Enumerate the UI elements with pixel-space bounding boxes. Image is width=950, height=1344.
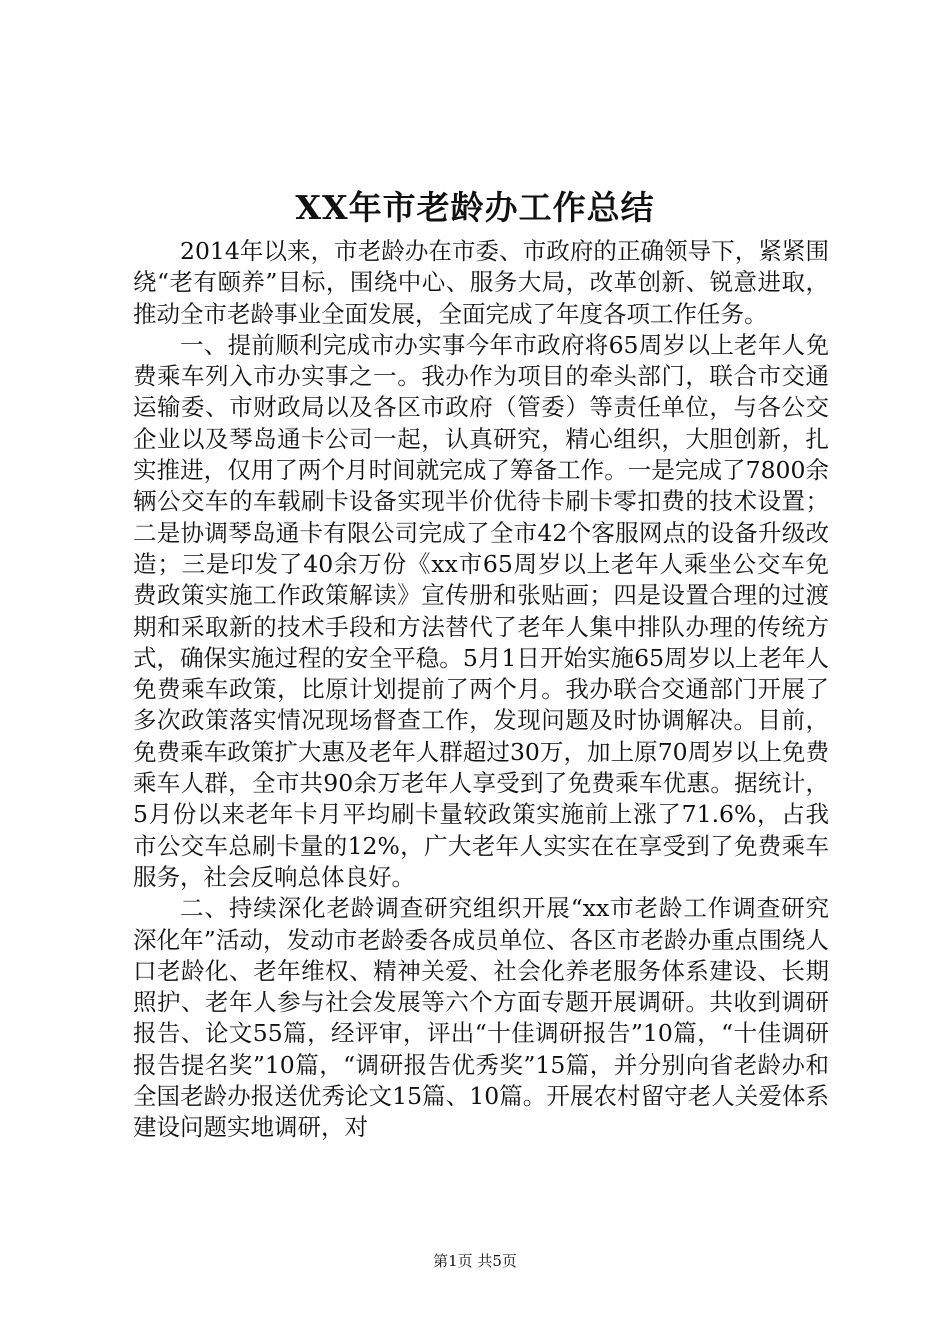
page-footer: 第1页 共5页 xyxy=(433,1252,517,1270)
paragraph-intro: 2014年以来，市老龄办在市委、市政府的正确领导下，紧紧围绕“老有颐养”目标，围绕中心、服务大局，改革创新、锐意进取，推动全市老龄事业全面发展，全面完成了年度各项工作任务。 xyxy=(133,237,829,328)
paragraph-section-2: 二、持续深化老龄调查研究组织开展“xx市老龄工作调查研究深化年”活动，发动市老龄委各成员单位、各区市老龄办重点围绕人口老龄化、老年维权、精神关爱、社会化养老服务体系建设、长期照护、老年人参与社会发展等六个方面专题开展调研。共收到调研报告、论文55篇，经评审，评出“十佳调研报告”10篇，“十佳调研报告提名奖”10篇，“调研报告优秀奖”15篇，并分别向省老龄办和全国老龄办报送优秀论文15篇、10篇。开展农村留守老人关爱体系建设问题实地调研，对 xyxy=(133,894,829,1142)
paragraph-section-1: 一、提前顺利完成市办实事今年市政府将65周岁以上老年人免费乘车列入市办实事之一。我办作为项目的牵头部门，联合市交通运输委、市财政局以及各区市政府（管委）等责任单位，与各公交企业以及琴岛通卡公司一起，认真研究，精心组织，大胆创新，扎实推进，仅用了两个月时间就完成了筹备工作。一是完成了7800余辆公交车的车载刷卡设备实现半价优待卡刷卡零扣费的技术设置；二是协调琴岛通卡有限公司完成了全市42个客服网点的设备升级改造；三是印发了40余万份《xx市65周岁以上老年人乘坐公交车免费政策实施工作政策解读》宣传册和张贴画；四是设置合理的过渡期和采取新的技术手段和方法替代了老年人集中排队办理的传统方式，确保实施过程的安全平稳。5月1日开始实施65周岁以上老年人免费乘车政策，比原计划提前了两个月。我办联合交通部门开展了多次政策落实情况现场督查工作，发现问题及时协调解决。目前，免费乘车政策扩大惠及老年人群超过30万，加上原70周岁以上免费乘车人群，全市共90余万老年人享受到了免费乘车优惠。据统计，5月份以来老年卡月平均刷卡量较政策实施前上涨了71.6%，占我市公交车总刷卡量的12%，广大老年人实实在在享受到了免费乘车服务，社会反响总体良好。 xyxy=(133,330,829,891)
document-body xyxy=(133,236,829,1144)
document-title: XX年市老龄办工作总结 xyxy=(295,188,655,227)
